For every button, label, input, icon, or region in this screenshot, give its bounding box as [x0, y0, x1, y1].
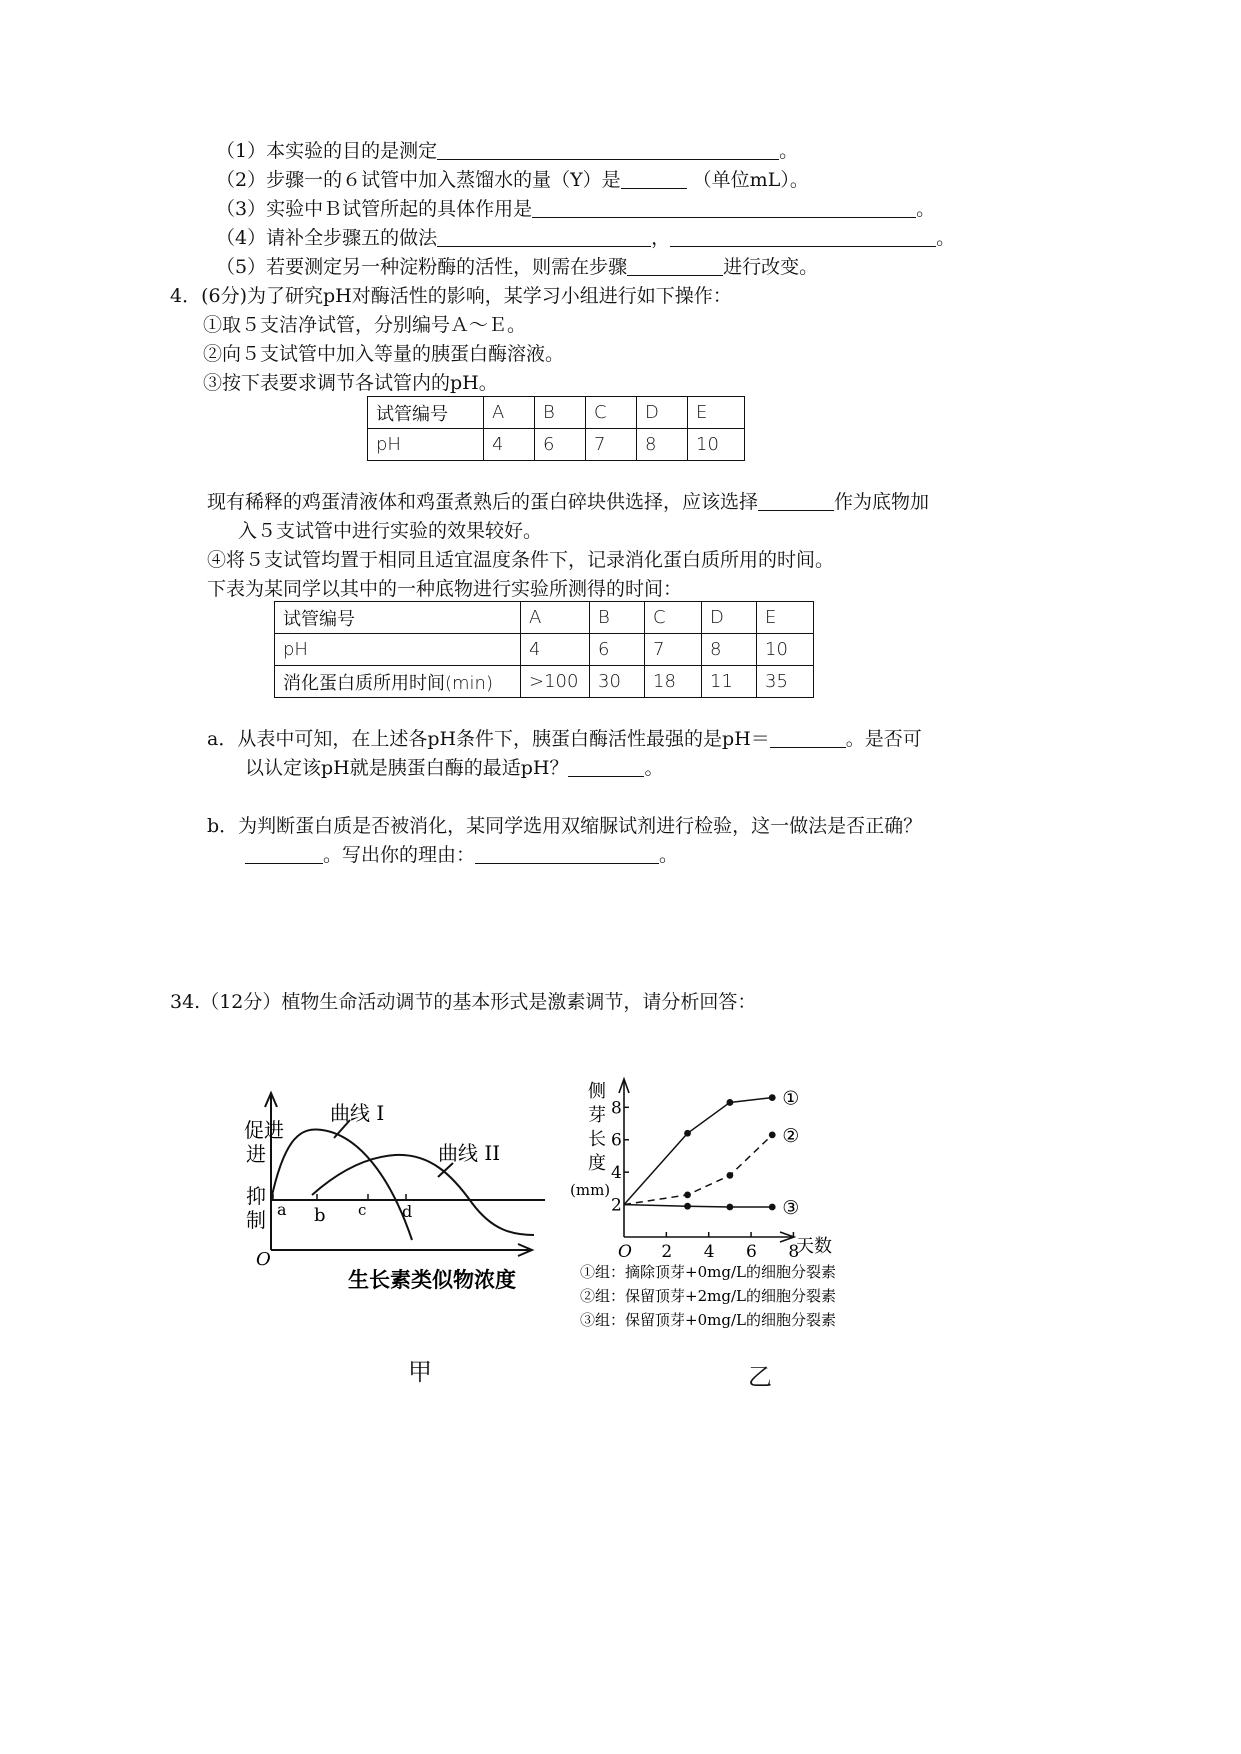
origin-label: O: [256, 1249, 271, 1270]
y-tick-label: 4: [611, 1163, 622, 1184]
q4-step-2: ②向５支试管中加入等量的胰蛋白酶溶液。: [203, 343, 565, 365]
legend-item-3: ③组：保留顶芽+0mg/L的细胞分裂素: [580, 1311, 836, 1329]
answer-blank[interactable]: [670, 228, 936, 247]
q3-sub-1: [216, 139, 798, 163]
q3-sub-4: [216, 226, 955, 250]
q4-question-a-line1: [207, 727, 922, 751]
table-cell: pH: [368, 429, 484, 461]
y-label-promote: 促进: [244, 1118, 284, 1142]
table-cell: 7: [645, 634, 702, 666]
q4-step-3: ③按下表要求调节各试管内的pH。: [203, 372, 498, 394]
text: a．从表中可知，在上述各pH条件下，胰蛋白酶活性最强的是pH＝: [207, 728, 770, 750]
y-label-char-2: 芽: [588, 1105, 606, 1126]
legend-item-2: ②组：保留顶芽+2mg/L的细胞分裂素: [580, 1287, 836, 1305]
curve-2-label-leader: [438, 1163, 453, 1177]
table-cell: 4: [521, 634, 590, 666]
table-cell: 试管编号: [275, 602, 521, 634]
x-tick-label: 4: [703, 1242, 715, 1262]
answer-blank[interactable]: [770, 729, 846, 748]
table-cell: C: [586, 397, 637, 429]
text: 本实验的目的是测定: [266, 140, 438, 162]
text-end: 。: [936, 227, 956, 249]
answer-blank[interactable]: [437, 228, 651, 247]
ph-table: [367, 396, 745, 461]
figure-yi-chart: [566, 1075, 886, 1340]
q3-sub-2: [216, 168, 809, 192]
point-label-b: b: [314, 1205, 326, 1226]
table-cell: 10: [688, 429, 745, 461]
answer-blank[interactable]: [532, 199, 916, 218]
curve-1: [271, 1129, 412, 1240]
answer-blank[interactable]: [475, 845, 659, 864]
text: 若要测定另一种淀粉酶的活性，则需在步骤: [266, 256, 628, 278]
q4-question-b-line1: b．为判断蛋白质是否被消化，某同学选用双缩脲试剂进行检验，这一做法是否正确？: [207, 815, 923, 837]
digestion-time-table: [274, 601, 814, 698]
answer-blank[interactable]: [568, 758, 644, 777]
table-cell: 30: [590, 666, 645, 698]
q4-table2-intro: 下表为某同学以其中的一种底物进行实验所测得的时间：: [207, 578, 683, 600]
curve-1-label: 曲线 I: [330, 1101, 385, 1125]
y-label-inhibit: 抑: [246, 1184, 266, 1208]
q34-header: 34.（12分）植物生命活动调节的基本形式是激素调节，请分析回答：: [170, 991, 757, 1013]
legend-item-1: ①组：摘除顶芽+0mg/L的细胞分裂素: [580, 1263, 836, 1281]
table-row: [368, 429, 745, 461]
text-end: 进行改变。: [723, 256, 819, 278]
text-end: 。: [779, 140, 799, 162]
data-point: [769, 1204, 776, 1211]
table-cell: 18: [645, 666, 702, 698]
series-line-2: [624, 1135, 772, 1205]
y-label-unit: (mm): [570, 1181, 611, 1199]
y-tick-label: 8: [611, 1098, 622, 1119]
num: （5）: [216, 256, 267, 278]
text: 。写出你的理由：: [323, 844, 476, 866]
num: （1）: [216, 140, 267, 162]
table-cell: D: [637, 397, 688, 429]
x-tick-label: 6: [746, 1242, 757, 1262]
table-cell: 8: [637, 429, 688, 461]
series-line-1: [624, 1098, 772, 1205]
text: 实验中Ｂ试管所起的具体作用是: [266, 198, 533, 220]
answer-blank[interactable]: [621, 170, 687, 189]
table-cell: 8: [702, 634, 757, 666]
y-label-char-4: 度: [588, 1153, 606, 1174]
curve-2: [312, 1155, 534, 1235]
num: （4）: [216, 227, 267, 249]
point-label-a: a: [277, 1200, 287, 1219]
x-axis-label: 生长素类似物浓度: [348, 1267, 516, 1292]
table-cell: 6: [590, 634, 645, 666]
answer-blank[interactable]: [627, 257, 723, 276]
q4-question-b-line2: [245, 843, 678, 867]
y-label-char-1: 侧: [588, 1081, 606, 1102]
num: （2）: [216, 169, 267, 191]
table-cell: 消化蛋白质所用时间(min): [275, 666, 521, 698]
text-end: 。: [644, 757, 664, 779]
text-end: 。: [916, 198, 936, 220]
table-row: [275, 602, 814, 634]
data-point: [684, 1191, 691, 1198]
table-cell: 35: [757, 666, 814, 698]
table-cell: A: [521, 602, 590, 634]
table-cell: E: [757, 602, 814, 634]
x-tick-label: 8: [788, 1242, 800, 1262]
answer-blank[interactable]: [245, 845, 323, 864]
y-label-char-3: 长: [588, 1129, 606, 1150]
table-row: [368, 397, 745, 429]
q4-header: 4．(6分)为了研究pH对酶活性的影响，某学习小组进行如下操作：: [170, 285, 732, 307]
x-tick-label: 2: [661, 1242, 673, 1262]
table-cell: 10: [757, 634, 814, 666]
data-point: [684, 1203, 691, 1210]
q3-sub-3: [216, 197, 935, 221]
table-cell: 7: [586, 429, 637, 461]
data-point: [769, 1131, 776, 1138]
data-point: [684, 1130, 691, 1137]
point-label-c: c: [358, 1201, 367, 1219]
q4-substrate-line2: 入５支试管中进行实验的效果较好。: [238, 520, 543, 542]
series-label-3: ③: [782, 1197, 800, 1220]
point-label-d: d: [402, 1202, 413, 1221]
q3-sub-5: [216, 255, 818, 279]
data-point: [726, 1204, 733, 1211]
figure-yi-caption: 乙: [748, 1363, 772, 1391]
table-cell: 6: [535, 429, 586, 461]
q4-step-4: ④将５支试管均置于相同且适宜温度条件下，记录消化蛋白质所用的时间。: [207, 549, 835, 571]
text-end: （单位mL）。: [686, 169, 809, 191]
y-tick-label: 6: [611, 1130, 622, 1151]
table-cell: C: [645, 602, 702, 634]
text-end: 作为底物加: [834, 491, 930, 513]
table-row: [275, 666, 814, 698]
table-row: [275, 634, 814, 666]
table-cell: A: [484, 397, 535, 429]
series-line-3: [624, 1205, 772, 1207]
table-cell: pH: [275, 634, 521, 666]
x-axis-label: 天数: [796, 1236, 832, 1257]
table-cell: 4: [484, 429, 535, 461]
answer-blank[interactable]: [437, 141, 779, 160]
text-end: 。是否可: [845, 728, 922, 750]
curve-2-label: 曲线 II: [438, 1141, 501, 1165]
q4-step-1: ①取５支洁净试管，分别编号Ａ～Ｅ。: [203, 314, 527, 336]
num: （3）: [216, 198, 267, 220]
figure-jia-caption: 甲: [408, 1358, 432, 1386]
data-point: [726, 1099, 733, 1106]
table-cell: B: [590, 602, 645, 634]
text: 请补全步骤五的做法: [266, 227, 438, 249]
y-tick-label: 2: [611, 1195, 622, 1216]
series-label-1: ①: [782, 1087, 800, 1110]
q4-question-a-line2: [245, 756, 663, 780]
table-cell: E: [688, 397, 745, 429]
table-cell: B: [535, 397, 586, 429]
series-label-2: ②: [782, 1124, 800, 1147]
table-cell: D: [702, 602, 757, 634]
y-label-promote-2: 进: [246, 1142, 266, 1166]
answer-blank[interactable]: [758, 492, 834, 511]
table-cell: >100: [521, 666, 590, 698]
data-point: [769, 1094, 776, 1101]
text: 步骤一的６试管中加入蒸馏水的量（Y）是: [266, 169, 621, 191]
data-point: [726, 1172, 733, 1179]
figure-jia: [240, 1075, 560, 1300]
text-mid: ，: [651, 227, 671, 249]
table-cell: 11: [702, 666, 757, 698]
y-label-inhibit-2: 制: [246, 1208, 266, 1232]
table-cell: 试管编号: [368, 397, 484, 429]
text: 以认定该pH就是胰蛋白酶的最适pH？: [245, 757, 569, 779]
origin-label: O: [618, 1242, 632, 1262]
text-end: 。: [659, 844, 679, 866]
text: 现有稀释的鸡蛋清液体和鸡蛋煮熟后的蛋白碎块供选择，应该选择: [207, 491, 759, 513]
q4-substrate-line1: [207, 490, 929, 514]
